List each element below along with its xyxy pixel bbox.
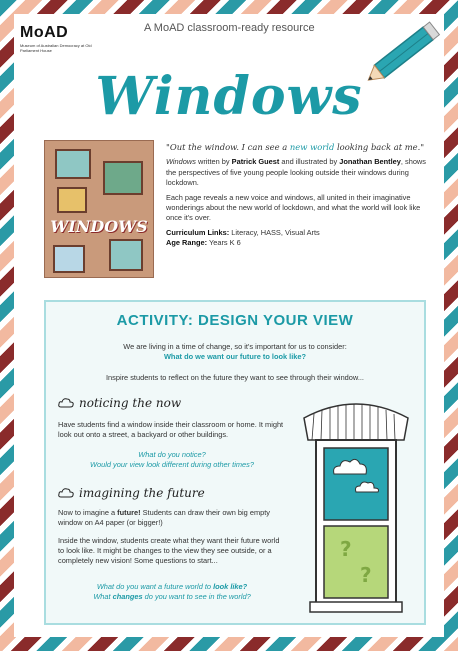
svg-text:?: ?	[340, 537, 352, 561]
resource-header: A MoAD classroom-ready resource	[144, 22, 315, 34]
section-heading-noticing: noticing the now	[58, 396, 181, 410]
section-text-imagining-1: Now to imagine a future! Students can draw their own big empty window on A4 paper (or bigger!)	[58, 508, 270, 527]
book-cover-image	[44, 140, 154, 278]
intro-text	[166, 142, 438, 249]
window-illustration	[294, 396, 418, 618]
section-questions-imagining: What do you want a future world to look like? What changes do you want to see in the world?	[93, 582, 251, 601]
activity-intro: We are living in a time of change, so it's important for us to consider: What do we want our future to look like?	[56, 342, 414, 362]
cloud-icon	[58, 398, 74, 408]
activity-question: What do we want our future to look like?	[163, 352, 307, 361]
moad-logo	[20, 24, 100, 53]
section-text-imagining-2: Inside the window, students create what they want their future world to look like. It might be changes to the view they see outside, or a completely new vision! Some questions to start...	[58, 536, 280, 565]
age-range: Age Range: Years K 6	[166, 238, 241, 248]
section-questions-noticing: What do you notice? Would your view look different during other times?	[90, 450, 254, 469]
page-title: Windows	[95, 66, 363, 127]
svg-text:?: ?	[360, 563, 372, 587]
section-heading-imagining: imagining the future	[58, 486, 205, 500]
book-summary: Each page reveals a new voice and windows, all united in their imaginative wonderings about the new world of lockdown, and what the world will look like once it's over.	[166, 192, 421, 223]
page	[14, 14, 444, 637]
book-description: Windows written by Patrick Guest and illustrated by Jonathan Bentley, shows the perspectives of five young people looking outside their windows during lockdown.	[166, 157, 426, 188]
book-cover-title: WINDOWS	[50, 217, 148, 236]
activity-panel	[44, 300, 426, 625]
book-quote: "Out the window. I can see a new world looking back at me."	[166, 142, 425, 152]
activity-inspire: Inspire students to reflect on the future they want to see through their window...	[105, 373, 364, 382]
curriculum-links: Curriculum Links: Literacy, HASS, Visual Arts	[166, 227, 320, 237]
activity-title: ACTIVITY: DESIGN YOUR VIEW	[116, 312, 354, 329]
cloud-icon	[58, 488, 74, 498]
logo-mark: MoAD	[20, 24, 69, 41]
section-text-noticing: Have students find a window inside their classroom or home. It might look out onto a street, a backyard or other buildings.	[58, 420, 284, 439]
logo-subtitle: Museum of Australian Democracy at Old Parliament House	[20, 43, 92, 53]
